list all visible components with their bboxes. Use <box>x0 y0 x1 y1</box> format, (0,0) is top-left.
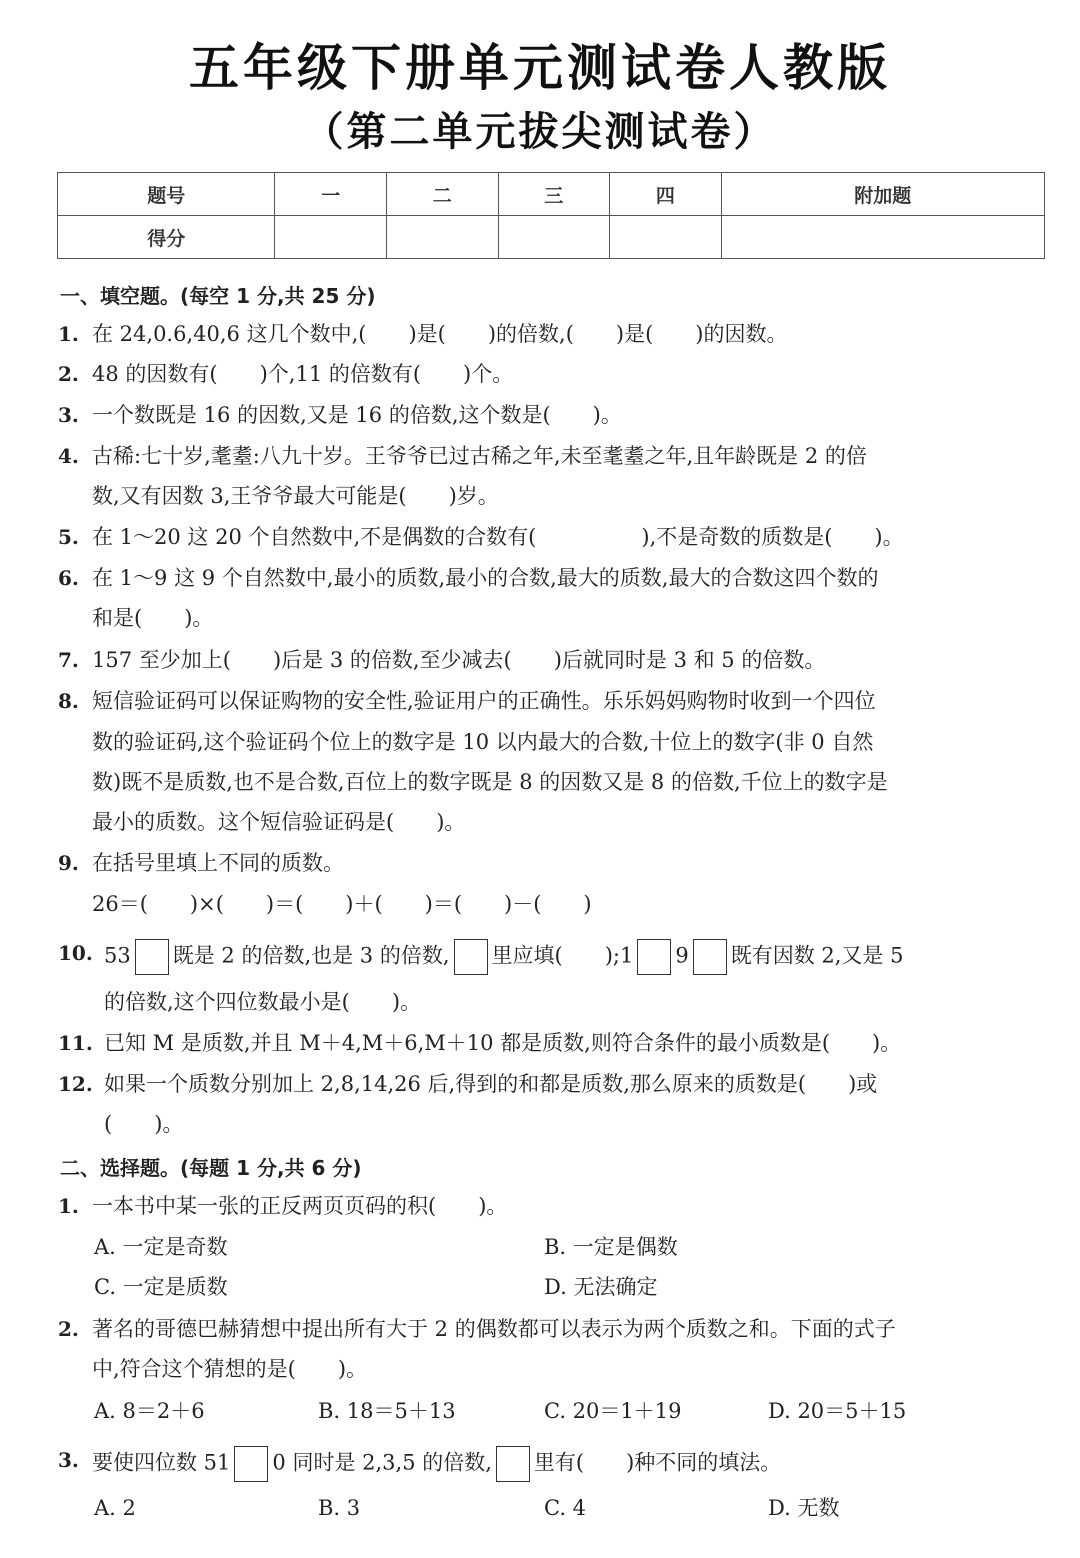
section-heading-choice: 二、选择题。(每题 1 分,共 6 分) <box>60 1156 362 1180</box>
score-cell[interactable] <box>610 216 722 259</box>
question-text: 数)既不是质数,也不是合数,百位上的数字既是 8 的因数又是 8 的倍数,千位上的数字是 <box>92 770 888 794</box>
q10-part: 既有因数 2,又是 5 <box>730 943 904 968</box>
question-text: 中,符合这个猜想的是( )。 <box>92 1357 368 1381</box>
choice-option[interactable]: A. 8＝2＋6 <box>94 1399 205 1423</box>
question-text: 如果一个质数分别加上 2,8,14,26 后,得到的和都是质数,那么原来的质数是( )或 <box>104 1072 878 1096</box>
question-number: 6. <box>58 566 79 590</box>
question-text <box>92 1446 781 1482</box>
question-text: 数,又有因数 3,王爷爷最大可能是( )岁。 <box>92 484 499 508</box>
question-text: 的倍数,这个四位数最小是( )。 <box>104 990 422 1014</box>
score-header-cell: 二 <box>386 173 498 216</box>
question-number: 3. <box>58 403 79 427</box>
question-number: 9. <box>58 851 79 875</box>
score-cell[interactable] <box>498 216 610 259</box>
score-header-cell: 附加题 <box>721 173 1044 216</box>
choice-option[interactable]: B. 18＝5＋13 <box>318 1399 456 1423</box>
choice-option[interactable]: B. 3 <box>318 1496 361 1520</box>
question-number: 1. <box>58 322 79 346</box>
question-number: 11. <box>58 1031 93 1055</box>
choice-option[interactable]: D. 20＝5＋15 <box>768 1399 907 1423</box>
score-cell[interactable] <box>721 216 1044 259</box>
score-cell[interactable] <box>386 216 498 259</box>
question-text: 在 24,0.6,40,6 这几个数中,( )是( )的倍数,( )是( )的因数。 <box>92 322 788 346</box>
choice-option[interactable]: D. 无数 <box>768 1496 840 1520</box>
choice-option[interactable]: D. 无法确定 <box>544 1275 658 1299</box>
answer-box[interactable] <box>135 939 169 975</box>
question-number: 8. <box>58 689 79 713</box>
page-subtitle: （第二单元拔尖测试卷） <box>303 109 777 155</box>
question-text: 在括号里填上不同的质数。 <box>92 851 344 875</box>
q10-part: 里应填( );1 <box>491 943 634 968</box>
answer-box[interactable] <box>693 939 727 975</box>
q10-part: 9 <box>675 943 689 968</box>
question-text: 数的验证码,这个验证码个位上的数字是 10 以内最大的合数,十位上的数字(非 0 自然 <box>92 730 874 754</box>
answer-box[interactable] <box>637 939 671 975</box>
q10-part: 既是 2 的倍数,也是 3 的倍数, <box>172 943 450 968</box>
answer-box[interactable] <box>454 939 488 975</box>
score-table-score-row <box>58 216 1045 259</box>
question-text: 157 至少加上( )后是 3 的倍数,至少减去( )后就同时是 3 和 5 的倍数。 <box>92 648 826 672</box>
question-text: 在 1～20 这 20 个自然数中,不是偶数的合数有( ),不是奇数的质数是( )。 <box>92 525 904 549</box>
question-text: 短信验证码可以保证购物的安全性,验证用户的正确性。乐乐妈妈购物时收到一个四位 <box>92 689 876 713</box>
score-header-cell: 三 <box>498 173 610 216</box>
choice-option[interactable]: A. 2 <box>94 1496 136 1520</box>
question-number: 10. <box>58 941 93 965</box>
q3-part: 里有( )种不同的填法。 <box>533 1450 782 1475</box>
question-number: 5. <box>58 525 79 549</box>
choice-option[interactable]: C. 4 <box>544 1496 587 1520</box>
question-text: 在 1～9 这 9 个自然数中,最小的质数,最小的合数,最大的质数,最大的合数这四个数的 <box>92 566 879 590</box>
question-number: 12. <box>58 1072 93 1096</box>
answer-box[interactable] <box>496 1446 530 1482</box>
question-text: 已知 M 是质数,并且 M＋4,M＋6,M＋10 都是质数,则符合条件的最小质数是( )。 <box>104 1031 902 1055</box>
score-row-label: 得分 <box>58 216 275 259</box>
question-text: 26＝( )×( )＝( )＋( )＝( )－( ) <box>92 892 592 916</box>
score-header-cell: 题号 <box>58 173 275 216</box>
section-heading-fill-blank: 一、填空题。(每空 1 分,共 25 分) <box>60 284 376 308</box>
question-text: 48 的因数有( )个,11 的倍数有( )个。 <box>92 362 514 386</box>
question-text: ( )。 <box>104 1112 184 1136</box>
choice-option[interactable]: B. 一定是偶数 <box>544 1235 678 1259</box>
answer-box[interactable] <box>234 1446 268 1482</box>
page-title: 五年级下册单元测试卷人教版 <box>189 39 891 97</box>
question-text: 最小的质数。这个短信验证码是( )。 <box>92 810 466 834</box>
question-number: 2. <box>58 362 79 386</box>
q10-part: 53 <box>104 943 131 968</box>
question-text: 著名的哥德巴赫猜想中提出所有大于 2 的偶数都可以表示为两个质数之和。下面的式子 <box>92 1317 896 1341</box>
score-cell[interactable] <box>275 216 387 259</box>
q3-part: 0 同时是 2,3,5 的倍数, <box>272 1450 492 1475</box>
score-header-cell: 四 <box>610 173 722 216</box>
q3-part: 要使四位数 51 <box>92 1450 231 1475</box>
choice-option[interactable]: A. 一定是奇数 <box>94 1235 228 1259</box>
choice-option[interactable]: C. 一定是质数 <box>94 1275 228 1299</box>
score-header-cell: 一 <box>275 173 387 216</box>
question-text: 一本书中某一张的正反两页页码的积( )。 <box>92 1194 508 1218</box>
score-table-header-row <box>58 173 1045 216</box>
score-table <box>57 172 1045 259</box>
question-text: 和是( )。 <box>92 606 214 630</box>
choice-option[interactable]: C. 20＝1＋19 <box>544 1399 682 1423</box>
question-text <box>104 939 903 975</box>
question-number: 4. <box>58 444 79 468</box>
question-number: 3. <box>58 1448 79 1472</box>
question-text: 古稀:七十岁,耄耋:八九十岁。王爷爷已过古稀之年,未至耄耋之年,且年龄既是 2 的倍 <box>92 444 867 468</box>
question-number: 2. <box>58 1317 79 1341</box>
question-number: 7. <box>58 648 79 672</box>
question-text: 一个数既是 16 的因数,又是 16 的倍数,这个数是( )。 <box>92 403 622 427</box>
question-number: 1. <box>58 1194 79 1218</box>
